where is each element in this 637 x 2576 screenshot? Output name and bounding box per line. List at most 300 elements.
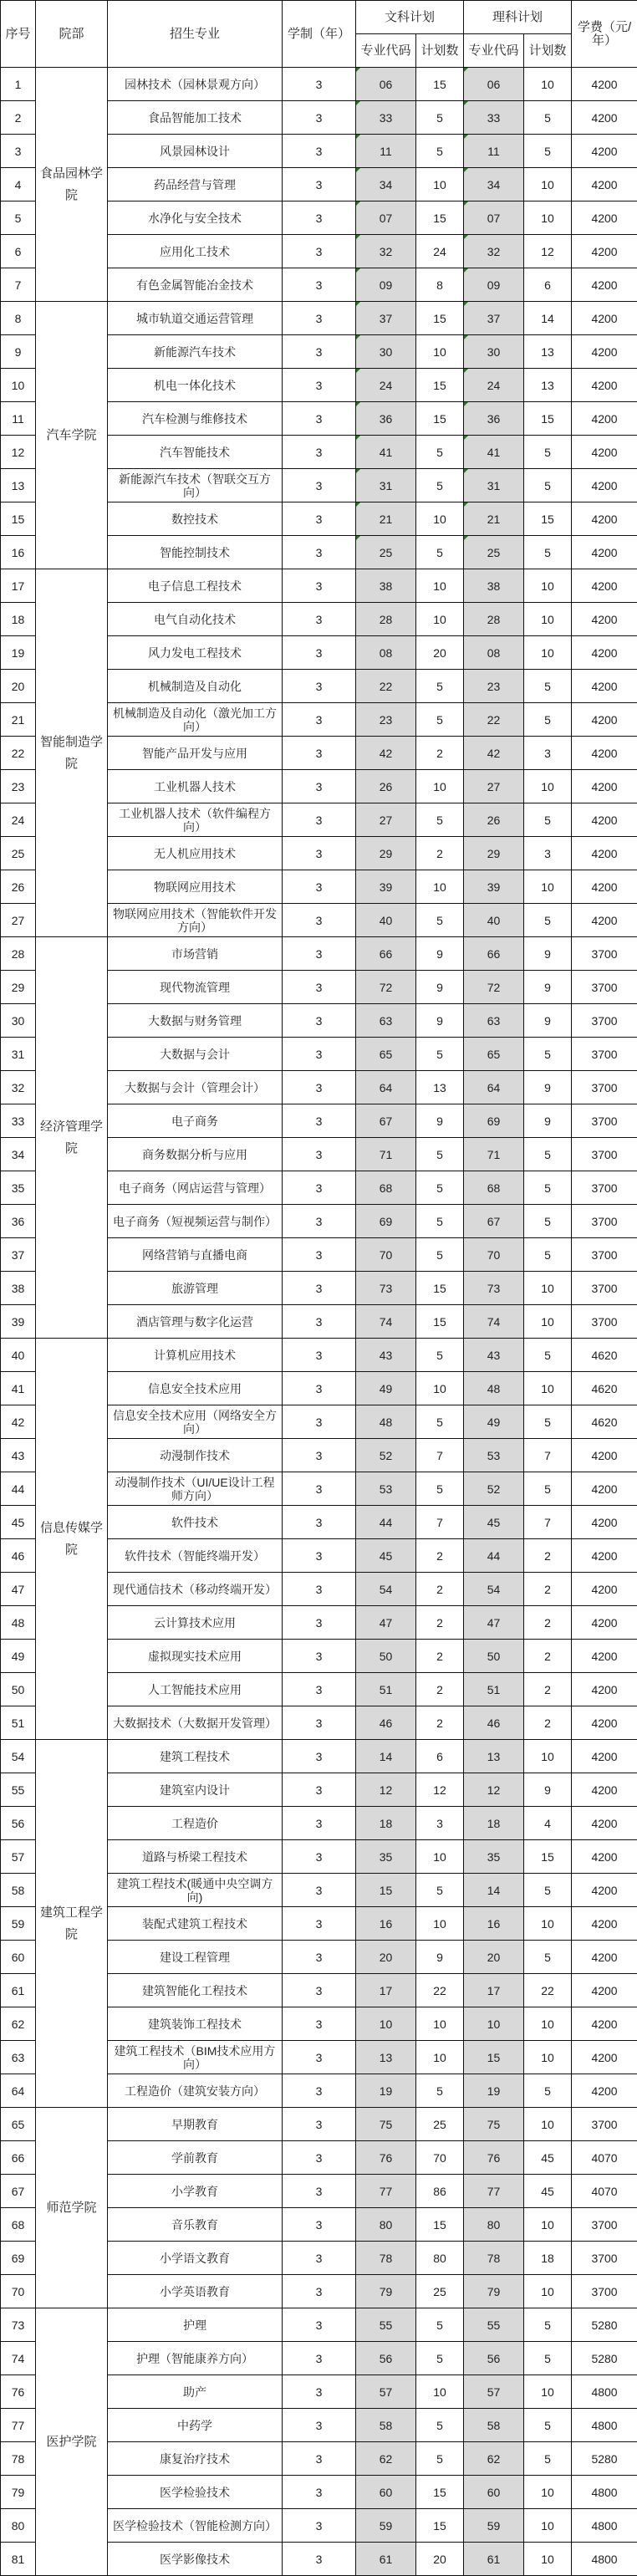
science-count: 2 bbox=[524, 1640, 572, 1673]
science-code: 38 bbox=[464, 569, 524, 603]
arts-code: 71 bbox=[356, 1138, 416, 1171]
major-name: 水净化与安全技术 bbox=[108, 201, 283, 235]
tuition-fee: 3700 bbox=[572, 2208, 637, 2242]
science-count: 5 bbox=[524, 1038, 572, 1071]
major-name: 风景园林设计 bbox=[108, 135, 283, 168]
row-number: 20 bbox=[1, 670, 36, 703]
tuition-fee: 3700 bbox=[572, 1171, 637, 1205]
tuition-fee: 4200 bbox=[572, 502, 637, 536]
arts-count: 25 bbox=[416, 2275, 464, 2308]
arts-code: 27 bbox=[356, 803, 416, 837]
arts-code: 28 bbox=[356, 603, 416, 636]
table-row bbox=[1, 1339, 637, 1372]
science-code: 59 bbox=[464, 2509, 524, 2543]
science-count: 5 bbox=[524, 2342, 572, 2375]
major-name: 食品智能加工技术 bbox=[108, 101, 283, 135]
science-code: 48 bbox=[464, 1372, 524, 1405]
science-count: 13 bbox=[524, 335, 572, 369]
arts-count: 3 bbox=[416, 1807, 464, 1840]
tuition-fee: 4200 bbox=[572, 268, 637, 302]
science-code: 36 bbox=[464, 402, 524, 436]
major-name: 软件技术 bbox=[108, 1506, 283, 1539]
study-years: 3 bbox=[283, 1740, 356, 1773]
row-number: 77 bbox=[1, 2409, 36, 2442]
arts-count: 70 bbox=[416, 2141, 464, 2175]
arts-code: 26 bbox=[356, 770, 416, 803]
major-name: 园林技术（园林景观方向） bbox=[108, 68, 283, 101]
row-number: 27 bbox=[1, 904, 36, 937]
arts-code: 48 bbox=[356, 1405, 416, 1439]
study-years: 3 bbox=[283, 870, 356, 904]
major-name: 汽车智能技术 bbox=[108, 436, 283, 469]
row-number: 17 bbox=[1, 569, 36, 603]
table-row bbox=[1, 2108, 637, 2141]
major-name: 早期教育 bbox=[108, 2108, 283, 2141]
arts-code: 39 bbox=[356, 870, 416, 904]
arts-code: 19 bbox=[356, 2074, 416, 2108]
study-years: 3 bbox=[283, 2007, 356, 2041]
major-name: 机电一体化技术 bbox=[108, 369, 283, 402]
major-name: 建设工程管理 bbox=[108, 1941, 283, 1974]
study-years: 3 bbox=[283, 2509, 356, 2543]
tuition-fee: 3700 bbox=[572, 1038, 637, 1071]
science-count: 5 bbox=[524, 135, 572, 168]
major-name: 助产 bbox=[108, 2375, 283, 2409]
row-number: 66 bbox=[1, 2141, 36, 2175]
tuition-fee: 3700 bbox=[572, 2108, 637, 2141]
arts-count: 5 bbox=[416, 1339, 464, 1372]
science-count: 9 bbox=[524, 937, 572, 971]
science-code: 77 bbox=[464, 2175, 524, 2208]
arts-code: 18 bbox=[356, 1807, 416, 1840]
arts-code: 79 bbox=[356, 2275, 416, 2308]
row-number: 9 bbox=[1, 335, 36, 369]
row-number: 19 bbox=[1, 636, 36, 670]
study-years: 3 bbox=[283, 302, 356, 335]
tuition-fee: 3700 bbox=[572, 1004, 637, 1038]
science-code: 45 bbox=[464, 1506, 524, 1539]
row-number: 3 bbox=[1, 135, 36, 168]
science-code: 08 bbox=[464, 636, 524, 670]
arts-code: 25 bbox=[356, 536, 416, 569]
science-code: 17 bbox=[464, 1974, 524, 2007]
study-years: 3 bbox=[283, 2442, 356, 2476]
science-code: 69 bbox=[464, 1104, 524, 1138]
arts-code: 16 bbox=[356, 1907, 416, 1941]
tuition-fee: 3700 bbox=[572, 1272, 637, 1305]
tuition-fee: 4200 bbox=[572, 1472, 637, 1506]
header-science-plan: 理科计划 bbox=[464, 1, 572, 34]
tuition-fee: 4200 bbox=[572, 737, 637, 770]
arts-code: 23 bbox=[356, 703, 416, 737]
science-count: 5 bbox=[524, 1171, 572, 1205]
arts-code: 47 bbox=[356, 1606, 416, 1640]
major-name: 护理 bbox=[108, 2308, 283, 2342]
arts-code: 49 bbox=[356, 1372, 416, 1405]
arts-count: 5 bbox=[416, 1138, 464, 1171]
arts-count: 5 bbox=[416, 904, 464, 937]
arts-code: 57 bbox=[356, 2375, 416, 2409]
row-number: 49 bbox=[1, 1640, 36, 1673]
study-years: 3 bbox=[283, 1305, 356, 1339]
major-name: 现代物流管理 bbox=[108, 971, 283, 1004]
arts-count: 20 bbox=[416, 636, 464, 670]
science-count: 5 bbox=[524, 2442, 572, 2476]
science-count: 10 bbox=[524, 1907, 572, 1941]
major-name: 机械制造及自动化（激光加工方向） bbox=[108, 703, 283, 737]
arts-count: 5 bbox=[416, 1405, 464, 1439]
row-number: 35 bbox=[1, 1171, 36, 1205]
science-count: 5 bbox=[524, 1238, 572, 1272]
arts-count: 15 bbox=[416, 2509, 464, 2543]
major-name: 建筑装饰工程技术 bbox=[108, 2007, 283, 2041]
arts-count: 9 bbox=[416, 1104, 464, 1138]
science-count: 10 bbox=[524, 870, 572, 904]
header-arts-plan: 文科计划 bbox=[356, 1, 464, 34]
row-number: 11 bbox=[1, 402, 36, 436]
science-count: 10 bbox=[524, 2375, 572, 2409]
tuition-fee: 4200 bbox=[572, 101, 637, 135]
department-cell: 食品园林学院 bbox=[36, 68, 108, 302]
arts-count: 5 bbox=[416, 1472, 464, 1506]
arts-code: 59 bbox=[356, 2509, 416, 2543]
department-cell: 师范学院 bbox=[36, 2108, 108, 2308]
row-number: 30 bbox=[1, 1004, 36, 1038]
science-code: 37 bbox=[464, 302, 524, 335]
science-code: 58 bbox=[464, 2409, 524, 2442]
arts-code: 67 bbox=[356, 1104, 416, 1138]
science-count: 5 bbox=[524, 1472, 572, 1506]
arts-code: 55 bbox=[356, 2308, 416, 2342]
arts-count: 24 bbox=[416, 235, 464, 268]
science-count: 9 bbox=[524, 1773, 572, 1807]
tuition-fee: 5280 bbox=[572, 2308, 637, 2342]
row-number: 62 bbox=[1, 2007, 36, 2041]
science-code: 43 bbox=[464, 1339, 524, 1372]
row-number: 40 bbox=[1, 1339, 36, 1372]
arts-code: 38 bbox=[356, 569, 416, 603]
science-code: 25 bbox=[464, 536, 524, 569]
arts-count: 2 bbox=[416, 1706, 464, 1740]
study-years: 3 bbox=[283, 937, 356, 971]
study-years: 3 bbox=[283, 1071, 356, 1104]
arts-count: 5 bbox=[416, 703, 464, 737]
study-years: 3 bbox=[283, 2409, 356, 2442]
study-years: 3 bbox=[283, 536, 356, 569]
science-count: 10 bbox=[524, 2108, 572, 2141]
table-row bbox=[1, 302, 637, 335]
science-code: 21 bbox=[464, 502, 524, 536]
major-name: 建筑工程技术（BIM技术应用方向） bbox=[108, 2041, 283, 2074]
science-code: 60 bbox=[464, 2476, 524, 2509]
science-code: 35 bbox=[464, 1840, 524, 1874]
arts-count: 9 bbox=[416, 971, 464, 1004]
arts-code: 74 bbox=[356, 1305, 416, 1339]
tuition-fee: 4200 bbox=[572, 636, 637, 670]
study-years: 3 bbox=[283, 1038, 356, 1071]
study-years: 3 bbox=[283, 770, 356, 803]
arts-count: 15 bbox=[416, 402, 464, 436]
science-count: 22 bbox=[524, 1974, 572, 2007]
arts-code: 68 bbox=[356, 1171, 416, 1205]
arts-code: 14 bbox=[356, 1740, 416, 1773]
study-years: 3 bbox=[283, 1974, 356, 2007]
science-count: 7 bbox=[524, 1506, 572, 1539]
major-name: 工业机器人技术（软件编程方向） bbox=[108, 803, 283, 837]
science-code: 67 bbox=[464, 1205, 524, 1238]
study-years: 3 bbox=[283, 268, 356, 302]
department-cell: 信息传媒学院 bbox=[36, 1339, 108, 1740]
row-number: 69 bbox=[1, 2242, 36, 2275]
arts-code: 15 bbox=[356, 1874, 416, 1907]
science-count: 10 bbox=[524, 2208, 572, 2242]
science-code: 73 bbox=[464, 1272, 524, 1305]
science-count: 10 bbox=[524, 201, 572, 235]
major-name: 网络营销与直播电商 bbox=[108, 1238, 283, 1272]
arts-count: 7 bbox=[416, 1506, 464, 1539]
major-name: 虚拟现实技术应用 bbox=[108, 1640, 283, 1673]
tuition-fee: 4620 bbox=[572, 1405, 637, 1439]
science-code: 30 bbox=[464, 335, 524, 369]
science-code: 76 bbox=[464, 2141, 524, 2175]
major-name: 电子信息工程技术 bbox=[108, 569, 283, 603]
study-years: 3 bbox=[283, 2141, 356, 2175]
row-number: 24 bbox=[1, 803, 36, 837]
table-row bbox=[1, 68, 637, 101]
tuition-fee: 4200 bbox=[572, 1974, 637, 2007]
tuition-fee: 4200 bbox=[572, 1941, 637, 1974]
arts-count: 10 bbox=[416, 502, 464, 536]
major-name: 小学教育 bbox=[108, 2175, 283, 2208]
row-number: 25 bbox=[1, 837, 36, 870]
study-years: 3 bbox=[283, 1238, 356, 1272]
arts-count: 5 bbox=[416, 2074, 464, 2108]
arts-code: 11 bbox=[356, 135, 416, 168]
science-count: 5 bbox=[524, 1339, 572, 1372]
tuition-fee: 4200 bbox=[572, 1874, 637, 1907]
tuition-fee: 4200 bbox=[572, 837, 637, 870]
science-count: 13 bbox=[524, 369, 572, 402]
science-code: 47 bbox=[464, 1606, 524, 1640]
science-count: 2 bbox=[524, 1706, 572, 1740]
department-cell: 建筑工程学院 bbox=[36, 1740, 108, 2108]
study-years: 3 bbox=[283, 402, 356, 436]
major-name: 装配式建筑工程技术 bbox=[108, 1907, 283, 1941]
science-count: 3 bbox=[524, 837, 572, 870]
science-code: 61 bbox=[464, 2543, 524, 2576]
arts-count: 15 bbox=[416, 68, 464, 101]
row-number: 31 bbox=[1, 1038, 36, 1071]
arts-count: 15 bbox=[416, 1272, 464, 1305]
row-number: 12 bbox=[1, 436, 36, 469]
arts-code: 64 bbox=[356, 1071, 416, 1104]
row-number: 50 bbox=[1, 1673, 36, 1706]
tuition-fee: 4200 bbox=[572, 1673, 637, 1706]
study-years: 3 bbox=[283, 1673, 356, 1706]
arts-count: 20 bbox=[416, 2543, 464, 2576]
major-name: 建筑智能化工程技术 bbox=[108, 1974, 283, 2007]
science-count: 10 bbox=[524, 569, 572, 603]
major-name: 物联网应用技术 bbox=[108, 870, 283, 904]
science-count: 9 bbox=[524, 1071, 572, 1104]
row-number: 5 bbox=[1, 201, 36, 235]
study-years: 3 bbox=[283, 2074, 356, 2108]
tuition-fee: 4200 bbox=[572, 803, 637, 837]
arts-code: 76 bbox=[356, 2141, 416, 2175]
science-count: 5 bbox=[524, 436, 572, 469]
tuition-fee: 4200 bbox=[572, 1907, 637, 1941]
science-code: 62 bbox=[464, 2442, 524, 2476]
tuition-fee: 4200 bbox=[572, 1506, 637, 1539]
science-count: 5 bbox=[524, 1205, 572, 1238]
tuition-fee: 4800 bbox=[572, 2543, 637, 2576]
science-count: 2 bbox=[524, 1673, 572, 1706]
major-name: 人工智能技术应用 bbox=[108, 1673, 283, 1706]
science-count: 10 bbox=[524, 2543, 572, 2576]
arts-count: 2 bbox=[416, 1606, 464, 1640]
arts-code: 45 bbox=[356, 1539, 416, 1573]
study-years: 3 bbox=[283, 2275, 356, 2308]
major-name: 小学语文教育 bbox=[108, 2242, 283, 2275]
arts-code: 33 bbox=[356, 101, 416, 135]
major-name: 电子商务（网店运营与管理） bbox=[108, 1171, 283, 1205]
tuition-fee: 4200 bbox=[572, 870, 637, 904]
arts-code: 44 bbox=[356, 1506, 416, 1539]
arts-count: 10 bbox=[416, 335, 464, 369]
science-count: 10 bbox=[524, 1372, 572, 1405]
science-code: 27 bbox=[464, 770, 524, 803]
science-count: 10 bbox=[524, 168, 572, 201]
science-code: 20 bbox=[464, 1941, 524, 1974]
study-years: 3 bbox=[283, 1907, 356, 1941]
arts-code: 42 bbox=[356, 737, 416, 770]
science-code: 49 bbox=[464, 1405, 524, 1439]
science-count: 18 bbox=[524, 2242, 572, 2275]
arts-code: 13 bbox=[356, 2041, 416, 2074]
science-code: 11 bbox=[464, 135, 524, 168]
tuition-fee: 4200 bbox=[572, 402, 637, 436]
study-years: 3 bbox=[283, 1472, 356, 1506]
row-number: 41 bbox=[1, 1372, 36, 1405]
major-name: 软件技术（智能终端开发） bbox=[108, 1539, 283, 1573]
row-number: 56 bbox=[1, 1807, 36, 1840]
row-number: 79 bbox=[1, 2476, 36, 2509]
study-years: 3 bbox=[283, 1874, 356, 1907]
row-number: 76 bbox=[1, 2375, 36, 2409]
science-code: 65 bbox=[464, 1038, 524, 1071]
arts-count: 7 bbox=[416, 1439, 464, 1472]
study-years: 3 bbox=[283, 1840, 356, 1874]
row-number: 78 bbox=[1, 2442, 36, 2476]
science-code: 26 bbox=[464, 803, 524, 837]
tuition-fee: 4200 bbox=[572, 335, 637, 369]
science-code: 75 bbox=[464, 2108, 524, 2141]
row-number: 38 bbox=[1, 1272, 36, 1305]
arts-count: 10 bbox=[416, 2375, 464, 2409]
science-count: 5 bbox=[524, 904, 572, 937]
major-name: 计算机应用技术 bbox=[108, 1339, 283, 1372]
study-years: 3 bbox=[283, 2375, 356, 2409]
tuition-fee: 4200 bbox=[572, 469, 637, 502]
science-code: 68 bbox=[464, 1171, 524, 1205]
science-code: 16 bbox=[464, 1907, 524, 1941]
tuition-fee: 4200 bbox=[572, 1640, 637, 1673]
arts-count: 5 bbox=[416, 2342, 464, 2375]
science-count: 10 bbox=[524, 636, 572, 670]
science-code: 40 bbox=[464, 904, 524, 937]
tuition-fee: 4070 bbox=[572, 2175, 637, 2208]
study-years: 3 bbox=[283, 2242, 356, 2275]
science-code: 41 bbox=[464, 436, 524, 469]
arts-code: 50 bbox=[356, 1640, 416, 1673]
study-years: 3 bbox=[283, 1171, 356, 1205]
science-code: 79 bbox=[464, 2275, 524, 2308]
science-code: 63 bbox=[464, 1004, 524, 1038]
arts-code: 61 bbox=[356, 2543, 416, 2576]
major-name: 物联网应用技术（智能软件开发方向） bbox=[108, 904, 283, 937]
science-count: 7 bbox=[524, 1439, 572, 1472]
arts-count: 5 bbox=[416, 803, 464, 837]
science-code: 14 bbox=[464, 1874, 524, 1907]
science-count: 5 bbox=[524, 1941, 572, 1974]
header-major: 招生专业 bbox=[108, 1, 283, 68]
study-years: 3 bbox=[283, 569, 356, 603]
major-name: 医学检验技术 bbox=[108, 2476, 283, 2509]
row-number: 81 bbox=[1, 2543, 36, 2576]
arts-code: 30 bbox=[356, 335, 416, 369]
study-years: 3 bbox=[283, 201, 356, 235]
row-number: 68 bbox=[1, 2208, 36, 2242]
row-number: 15 bbox=[1, 502, 36, 536]
row-number: 48 bbox=[1, 1606, 36, 1640]
science-count: 45 bbox=[524, 2141, 572, 2175]
tuition-fee: 4200 bbox=[572, 1706, 637, 1740]
science-count: 4 bbox=[524, 1807, 572, 1840]
arts-code: 36 bbox=[356, 402, 416, 436]
major-name: 道路与桥梁工程技术 bbox=[108, 1840, 283, 1874]
arts-code: 70 bbox=[356, 1238, 416, 1272]
row-number: 26 bbox=[1, 870, 36, 904]
science-count: 5 bbox=[524, 469, 572, 502]
tuition-fee: 4200 bbox=[572, 2007, 637, 2041]
tuition-fee: 3700 bbox=[572, 2275, 637, 2308]
arts-count: 5 bbox=[416, 101, 464, 135]
arts-count: 5 bbox=[416, 670, 464, 703]
study-years: 3 bbox=[283, 737, 356, 770]
arts-code: 69 bbox=[356, 1205, 416, 1238]
row-number: 7 bbox=[1, 268, 36, 302]
arts-code: 62 bbox=[356, 2442, 416, 2476]
row-number: 47 bbox=[1, 1573, 36, 1606]
table-row bbox=[1, 2308, 637, 2342]
tuition-fee: 4620 bbox=[572, 1339, 637, 1372]
header-arts-code: 专业代码 bbox=[356, 34, 416, 68]
major-name: 新能源汽车技术 bbox=[108, 335, 283, 369]
tuition-fee: 4200 bbox=[572, 135, 637, 168]
row-number: 51 bbox=[1, 1706, 36, 1740]
major-name: 建筑工程技术 bbox=[108, 1740, 283, 1773]
study-years: 3 bbox=[283, 2543, 356, 2576]
science-count: 15 bbox=[524, 402, 572, 436]
major-name: 学前教育 bbox=[108, 2141, 283, 2175]
science-code: 66 bbox=[464, 937, 524, 971]
row-number: 21 bbox=[1, 703, 36, 737]
arts-count: 15 bbox=[416, 302, 464, 335]
science-code: 70 bbox=[464, 1238, 524, 1272]
row-number: 74 bbox=[1, 2342, 36, 2375]
arts-count: 5 bbox=[416, 436, 464, 469]
header-arts-count: 计划数 bbox=[416, 34, 464, 68]
